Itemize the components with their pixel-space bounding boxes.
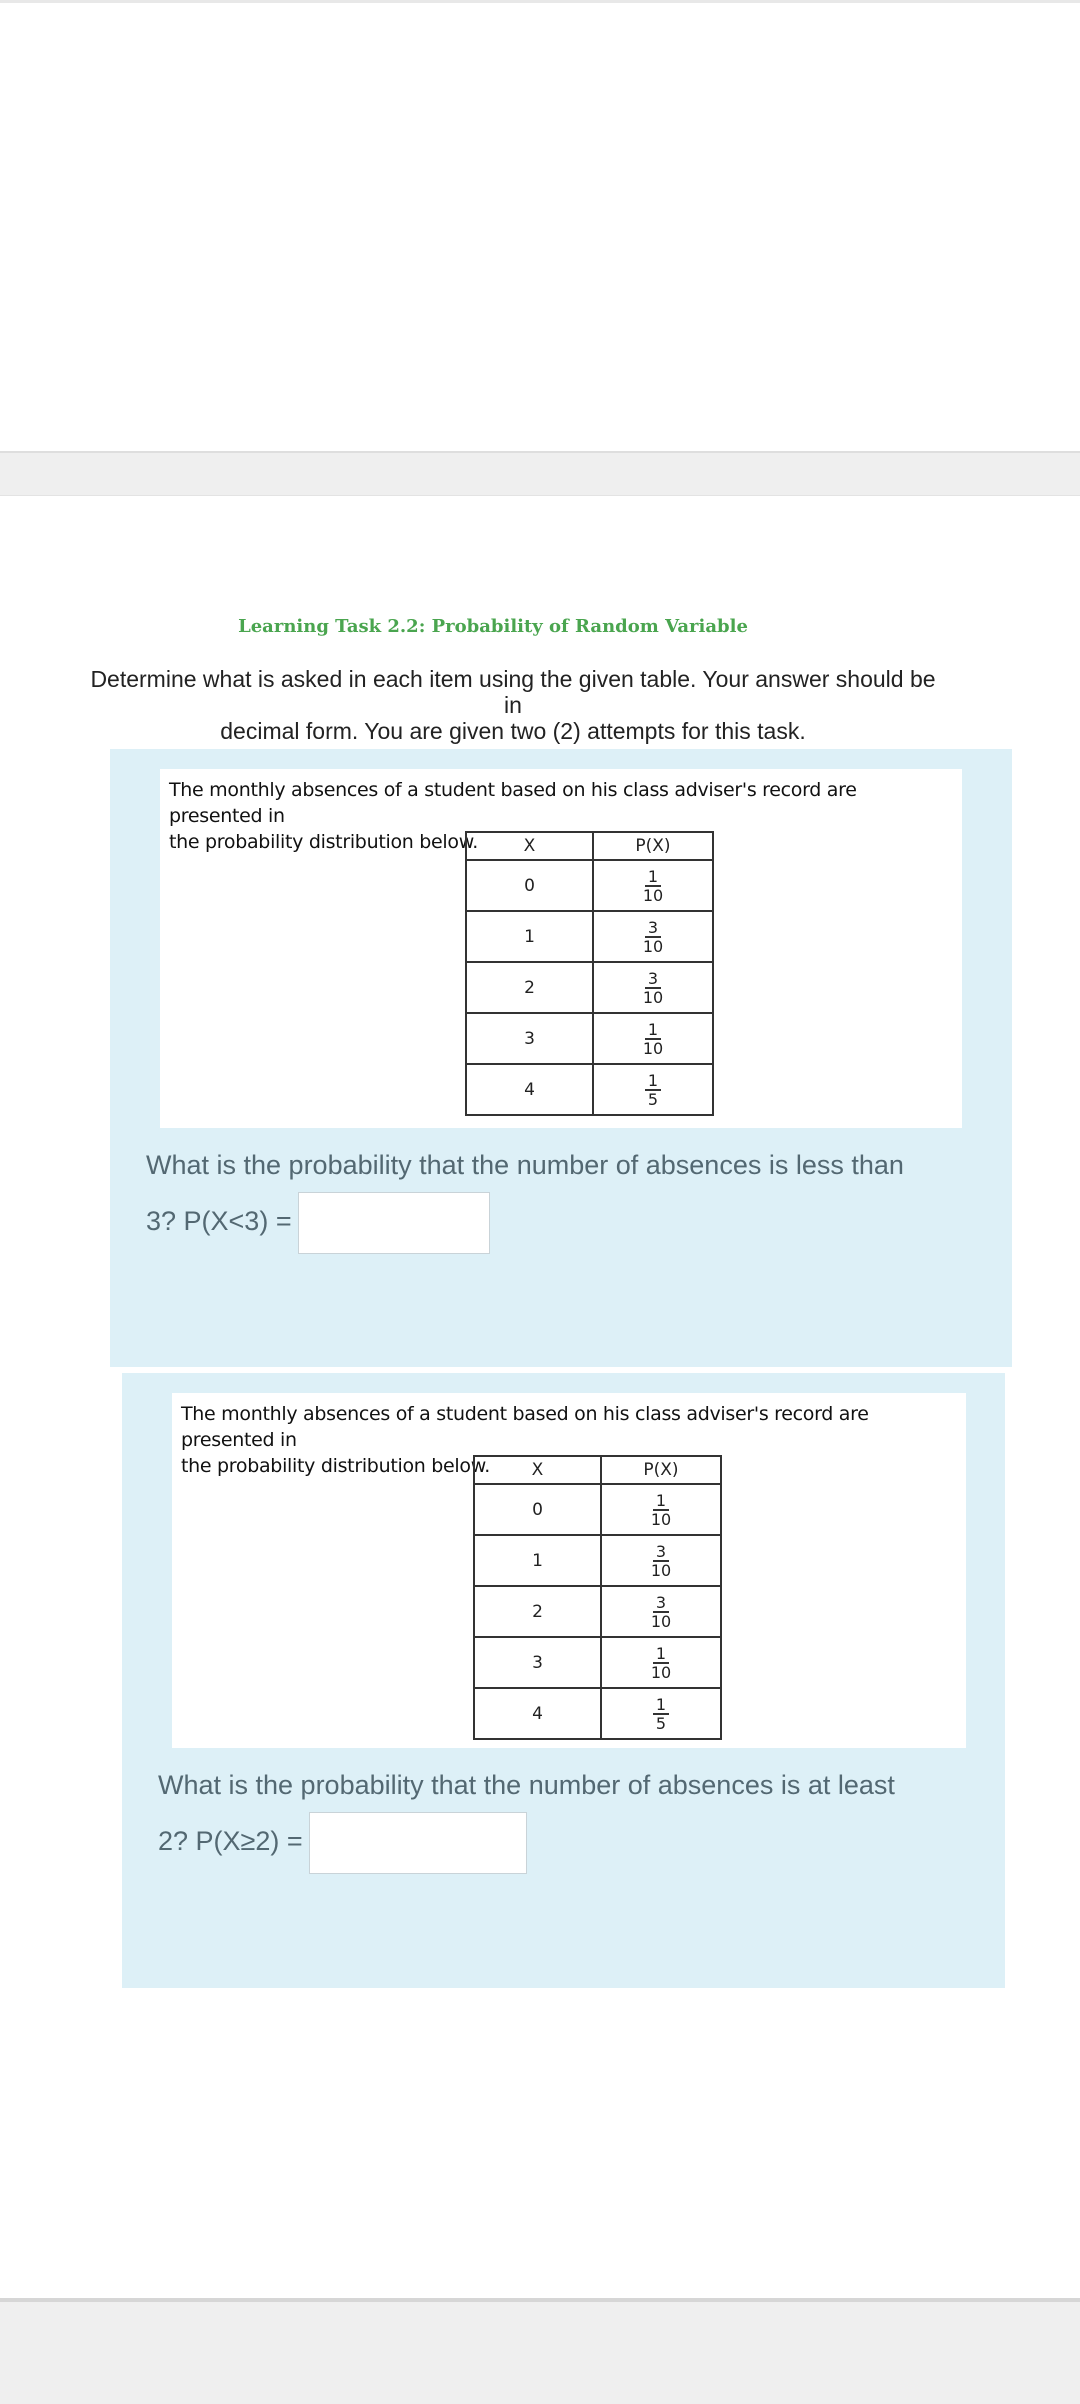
x-value: 4 xyxy=(474,1688,601,1739)
answer-input-2[interactable] xyxy=(309,1812,527,1874)
probability-value: $\frac{1}{10}$ xyxy=(593,860,713,911)
probability-distribution-table xyxy=(473,1455,722,1740)
distribution-image-2 xyxy=(172,1393,966,1748)
x-value: 3 xyxy=(474,1637,601,1688)
task-title: Learning Task 2.2: Probability of Random Variable xyxy=(238,616,748,637)
table-row xyxy=(474,1637,721,1688)
header-x: X xyxy=(466,832,593,860)
probability-value: $\frac{1}{10}$ xyxy=(601,1484,721,1535)
probability-value: $\frac{1}{10}$ xyxy=(601,1637,721,1688)
probability-value: $\frac{1}{10}$ xyxy=(593,1013,713,1064)
x-value: 1 xyxy=(466,911,593,962)
question-card-1 xyxy=(110,749,1012,1367)
header-x: X xyxy=(474,1456,601,1484)
probability-distribution-table xyxy=(465,831,714,1116)
question-intro: The monthly absences of a student based on his class adviser's record are presented in the probability distribution below. xyxy=(169,779,857,853)
x-value: 1 xyxy=(474,1535,601,1586)
probability-value: $\frac{3}{10}$ xyxy=(601,1535,721,1586)
table-row xyxy=(474,1484,721,1535)
question-text-2: What is the probability that the number of absences is at least 2? P(X≥2) = xyxy=(158,1759,998,1874)
table-row xyxy=(474,1586,721,1637)
table-row xyxy=(474,1535,721,1586)
table-row xyxy=(466,1013,713,1064)
question-intro: The monthly absences of a student based on his class adviser's record are presented in the probability distribution below. xyxy=(181,1403,869,1477)
bottom-separator xyxy=(0,2298,1080,2404)
header-px: P(X) xyxy=(601,1456,721,1484)
header-px: P(X) xyxy=(593,832,713,860)
x-value: 2 xyxy=(474,1586,601,1637)
answer-input-1[interactable] xyxy=(298,1192,490,1254)
x-value: 0 xyxy=(466,860,593,911)
probability-value: $\frac{3}{10}$ xyxy=(593,911,713,962)
table-row xyxy=(466,911,713,962)
probability-value: $\frac{3}{10}$ xyxy=(601,1586,721,1637)
table-row xyxy=(466,962,713,1013)
probability-value: $\frac{3}{10}$ xyxy=(593,962,713,1013)
question-card-2 xyxy=(122,1373,1005,1988)
distribution-image-1 xyxy=(160,769,962,1128)
section-separator xyxy=(0,451,1080,496)
x-value: 3 xyxy=(466,1013,593,1064)
probability-value: $\frac{1}{5}$ xyxy=(593,1064,713,1115)
table-row xyxy=(474,1688,721,1739)
top-divider xyxy=(0,0,1080,3)
x-value: 4 xyxy=(466,1064,593,1115)
probability-value: $\frac{1}{5}$ xyxy=(601,1688,721,1739)
question-text-1: What is the probability that the number of absences is less than 3? P(X<3) = xyxy=(146,1139,986,1254)
table-row xyxy=(466,860,713,911)
x-value: 2 xyxy=(466,962,593,1013)
instructions: Determine what is asked in each item using the given table. Your answer should be in decimal form. You are given two (2) attempts for this task. xyxy=(90,666,936,744)
x-value: 0 xyxy=(474,1484,601,1535)
table-row xyxy=(466,1064,713,1115)
